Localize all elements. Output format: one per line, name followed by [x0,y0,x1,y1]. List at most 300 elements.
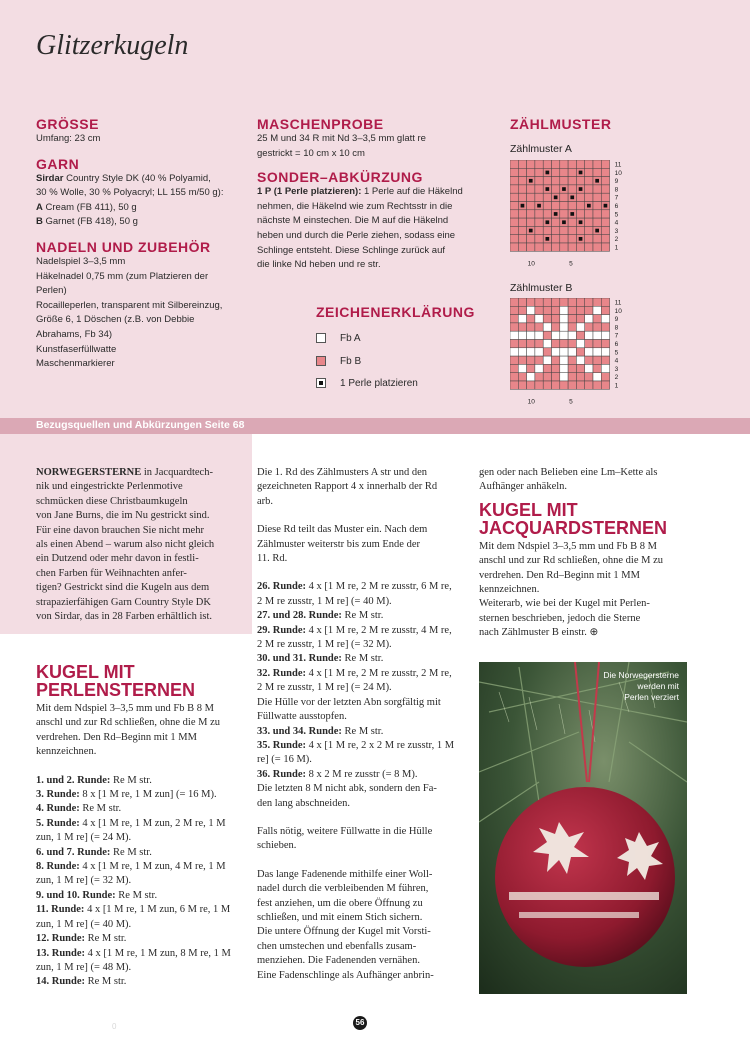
chart-cell [543,193,551,201]
chart-cell [510,315,518,323]
chart-cell [552,160,560,168]
chart-cell [576,381,584,389]
round-text: 2 M re zusstr, 1 M re] (= 24 M). [257,682,392,694]
chart-cell [593,364,601,372]
round-label: 13. Runde: [36,947,86,959]
chart-cell [585,356,593,364]
round-text: Die Hülle vor der letzten Abn sorgfältig mit [257,696,441,708]
chart-cell [510,202,518,210]
round-line [36,889,252,903]
chart-cell [535,218,543,226]
chart-cell [510,243,518,251]
bead-mark [546,220,550,224]
sonder-line1-text: 1 Perle auf die Häkelnd [361,186,463,198]
round-text: 4 x [1 M re, 2 M re zusstr, 2 M re, [306,667,452,679]
round-line [257,696,469,710]
chart-cell [585,298,593,306]
round-line [257,652,469,666]
intro-line0 [36,466,252,480]
chart-cell [527,202,535,210]
round-text: Füllwatte ausstopfen. [257,711,347,723]
round-text: 4 x [1 M re, 1 M zun, 2 M re, 1 M [79,817,226,829]
round-label: 1. und 2. Runde: [36,774,111,786]
chart-cell [568,373,576,381]
caption-line1: Die Norwegersterne [603,670,679,680]
round-text: 4 x [1 M re, 2 x 2 M re zusstr, 1 M [306,739,455,751]
round-line [36,932,252,946]
bead-mark [595,179,599,183]
chart-cell [510,185,518,193]
chart-cell [576,323,584,331]
bead-mark [604,204,608,208]
intro-text [36,466,252,624]
round-line [257,768,469,782]
ornament-photo [479,662,687,994]
chart-cell [527,373,535,381]
chart-cell [543,306,551,314]
chart-cell [510,381,518,389]
round-text: Re M str. [341,725,384,737]
corner-mark: 0 [112,1022,117,1031]
chart-cell [560,235,568,243]
row-number: 5 [614,349,619,357]
garn-line1-text: Country Style DK (40 % Polyamid, [63,172,211,184]
chart-cell [552,340,560,348]
swatch-fb-b [316,356,326,366]
col-label: 5 [569,398,573,406]
chart-cell [510,235,518,243]
chart-cell [552,315,560,323]
text-line: Nadelspiel 3–3,5 mm [36,255,126,267]
row-number: 10 [614,307,622,315]
text-line: von Sirdar, das in 28 Farben erhältlich ist. [36,611,213,623]
text-line: nächste M einstechen. Die M auf die Häkelnd [257,215,449,227]
round-line [36,874,252,888]
bead-mark [587,204,591,208]
row-number: 1 [614,382,619,390]
round-text: 8 x [1 M re, 1 M zun] (= 16 M). [79,789,217,801]
garn-a-text: Cream (FB 411), 50 g [42,201,137,213]
chart-cell [568,315,576,323]
round-label: 6. und 7. Runde: [36,846,111,858]
text-line: kennzeichnen. [36,746,97,758]
chart-cell [560,323,568,331]
chart-cell [585,315,593,323]
text-line: als einen Abend – warum also nicht gleich [36,539,215,551]
chart-cell [518,185,526,193]
text-line: 25 M und 34 R mit Nd 3–3,5 mm glatt re [257,133,426,144]
round-label: 29. Runde: [257,624,307,636]
chart-cell [560,306,568,314]
round-text: zun, 1 M re] (= 40 M). [36,918,132,930]
zeichen-heading: ZEICHENERKLÄRUNG [316,304,475,320]
round-line [257,782,469,796]
round-line [257,624,469,638]
chart-cell [560,177,568,185]
chart-cell [543,226,551,234]
chart-cell [585,168,593,176]
chart-cell [568,323,576,331]
chart-cell [518,348,526,356]
perlen-heading1: KUGEL MIT [36,662,135,682]
chart-cell [535,243,543,251]
chart-cell [601,315,609,323]
garn-heading: GARN [36,155,80,172]
text-line: anschl und zur Rd schließen, ohne die M zu [479,555,663,567]
chart-cell [535,373,543,381]
round-text: 4 x [1 M re, 1 M zun, 6 M re, 1 M [84,904,231,916]
chart-cell [510,298,518,306]
chart-cell [585,193,593,201]
info-bar-text: Bezugsquellen und Abkürzungen Seite 68 [36,419,245,431]
chart-cell [552,218,560,226]
chart-cell [518,226,526,234]
chart-cell [568,235,576,243]
chart-cell [585,381,593,389]
bead-mark [554,212,558,216]
row-number: 11 [614,161,622,169]
round-text: Re M str. [110,774,152,786]
chart-cell [535,356,543,364]
chart-cell [527,315,535,323]
chart-cell [518,381,526,389]
round-line [257,739,469,753]
groesse-heading: GRÖSSE [36,116,99,132]
round-label: 26. Runde: [257,581,307,593]
row-number: 8 [614,186,619,194]
text-line: Eine Fadenschlinge als Aufhänger anbrin- [257,969,434,981]
chart-cell [576,193,584,201]
text-line: fest anziehen, um die obere Öffnung zu [257,897,423,909]
chart-cell [510,348,518,356]
chart-cell [593,243,601,251]
col-label: 10 [527,260,535,268]
swatch-perle [316,378,326,388]
round-text: 2 M re zusstr, 1 M re] (= 40 M). [257,595,392,607]
chart-cell [601,356,609,364]
groesse-text: Umfang: 23 cm [36,133,101,144]
row-number: 6 [614,341,619,348]
col-label: 5 [569,260,573,268]
round-label: 11. Runde: [36,904,85,916]
chart-cell [576,315,584,323]
chart-cell [543,160,551,168]
chart-cell [593,168,601,176]
chart-cell [576,364,584,372]
round-text: Re M str. [110,846,152,858]
round-label: 14. Runde: [36,976,86,988]
chart-cell [585,218,593,226]
row-number: 9 [614,178,619,186]
chart-cell [576,331,584,339]
round-label: 3. Runde: [36,789,80,801]
round-text: re] (= 16 M). [257,754,312,766]
chart-cell [518,177,526,185]
chart-cell [568,185,576,193]
chart-cell [510,177,518,185]
round-label: 32. Runde: [257,667,307,679]
chart-cell [543,323,551,331]
chart-cell [601,177,609,185]
chart-cell [510,356,518,364]
text-line: nik und eingestrickte Perlenmotive [36,481,183,493]
round-line [36,831,252,845]
chart-cell [543,356,551,364]
chart-cell [552,235,560,243]
round-line [36,788,252,802]
text-line: Schlinge entsteht. Diese Schlinge zurück auf [257,244,445,256]
row-number: 1 [614,244,619,252]
chart-cell [552,323,560,331]
text-line: kennzeichnen. [479,584,540,596]
chart-cell [510,226,518,234]
ornament-illustration [479,662,687,994]
text-line: gen oder nach Belieben eine Lm–Kette als [479,467,658,478]
chart-cell [527,340,535,348]
chart-cell [568,364,576,372]
chart-cell [585,323,593,331]
chart-cell [593,306,601,314]
chart-a [510,160,630,270]
row-number: 7 [614,194,619,202]
bead-mark [529,179,533,183]
chart-cell [510,331,518,339]
text-line: nehmen, die Häkelnd wie zum Rechtsstr in die [257,200,453,212]
chart-cell [552,298,560,306]
jacquard-heading1: KUGEL MIT [479,499,578,520]
col3-p1 [479,466,691,495]
chart-cell [543,210,551,218]
round-line [36,903,252,917]
bead-mark [579,187,583,191]
chart-cell [601,226,609,234]
chart-cell [543,381,551,389]
sonder-abbrev: 1 P (1 Perle platzieren): [257,186,362,198]
chart-cell [535,323,543,331]
chart-cell [552,226,560,234]
chart-cell [576,177,584,185]
round-label: 12. Runde: [36,933,86,945]
chart-cell [601,340,609,348]
text-line: Größe 6, 1 Döschen (z.B. von Debbie [36,314,195,326]
bead-mark [521,204,525,208]
chart-cell [518,323,526,331]
chart-cell [560,381,568,389]
chart-cell [552,185,560,193]
garn-b-text: Garnet (FB 418), 50 g [42,216,138,228]
round-text: Die letzten 8 M nicht abk, sondern den Fa- [257,783,437,795]
sonder-heading: SONDER–ABKÜRZUNG [257,169,423,186]
row-number: 2 [614,374,619,382]
text-line: Mit dem Ndspiel 3–3,5 mm und Fb B 8 M [479,540,657,552]
round-line [257,681,469,695]
round-text: Re M str. [85,976,127,988]
chart-cell [527,364,535,372]
round-line [257,710,469,724]
chart-cell [585,340,593,348]
chart-cell [568,381,576,389]
round-label: 35. Runde: [257,739,307,751]
round-line [257,580,469,594]
round-text: zun, 1 M re] (= 24 M). [36,832,132,844]
chart-cell [527,306,535,314]
text-line: nach Zählmuster B einstr. ⊕ [479,627,599,639]
text-line: die linke Nd heben und re str. [257,259,381,271]
chart-cell [593,235,601,243]
round-line [257,753,469,767]
text-line: Diese Rd teilt das Muster ein. Nach dem [257,524,428,536]
bead-mark [554,196,558,200]
row-number: 10 [614,169,622,177]
chart-cell [576,243,584,251]
round-label: 5. Runde: [36,817,80,829]
chart-cell [576,306,584,314]
sonder-text [257,200,472,273]
page-number: 56 [353,1016,367,1030]
bead-mark [570,212,574,216]
text-line: strapazierfähigen Garn Country Style DK [36,596,211,608]
chart-cell [560,168,568,176]
chart-cell [593,331,601,339]
chart-cell [535,298,543,306]
chart-cell [518,298,526,306]
text-line: schließen, und mit einem Stich sichern. [257,911,423,923]
chart-cell [560,298,568,306]
text-line: gezeichneten Rapport 4 x innerhalb der Rd [257,481,438,493]
chart-cell [535,315,543,323]
chart-cell [560,210,568,218]
chart-cell [576,340,584,348]
text-line: 11. Rd. [257,553,288,565]
chart-cell [535,235,543,243]
chart-cell [601,218,609,226]
chart-cell [568,202,576,210]
chart-cell [510,323,518,331]
chart-cell [552,373,560,381]
chart-cell [576,356,584,364]
row-number: 4 [614,357,619,365]
chart-cell [510,218,518,226]
chart-cell [585,177,593,185]
chart-cell [593,218,601,226]
row-number: 7 [614,332,619,340]
chart-cell [568,340,576,348]
materials-column [36,116,246,372]
perlen-intro [36,702,252,760]
round-line [257,595,469,609]
chart-cell [585,348,593,356]
bead-mark [546,171,550,175]
text-line: Die untere Öffnung der Kugel mit Vorsti- [257,926,431,938]
legend-label-a: Fb A [340,333,361,344]
round-line [36,918,252,932]
chart-cell [568,168,576,176]
chart-cell [601,185,609,193]
round-line [257,725,469,739]
chart-cell [535,160,543,168]
text-line: Weiterarb, wie bei der Kugel mit Perlen- [479,598,650,610]
text-line: nadel durch die verbleibenden M führen, [257,883,429,895]
caption-line2: werden mit [637,681,679,691]
chart-cell [543,243,551,251]
chart-cell [527,298,535,306]
text-line: schmücken diese Christbaumkugeln [36,495,188,507]
page-title: Glitzerkugeln [36,30,189,61]
chart-cell [601,160,609,168]
round-text: 8 x 2 M re zusstr (= 8 M). [306,768,418,780]
chart-cell [601,364,609,372]
chart-cell [543,331,551,339]
nadeln-heading: NADELN UND ZUBEHÖR [36,238,211,255]
chart-cell [535,340,543,348]
chart-cell [593,210,601,218]
bead-mark [579,171,583,175]
chart-cell [535,193,543,201]
round-text: 4 x [1 M re, 1 M zun, 8 M re, 1 M [85,947,231,959]
chart-cell [601,381,609,389]
chart-cell [585,306,593,314]
chart-cell [560,373,568,381]
row-number: 3 [614,365,619,373]
chart-cell [535,348,543,356]
bead-mark [546,237,550,241]
round-text: zun, 1 M re] (= 32 M). [36,875,132,887]
round-label: 33. und 34. Runde: [257,725,342,737]
chart-cell [535,210,543,218]
round-line [257,797,469,811]
chart-cell [552,356,560,364]
col2-p3 [257,825,469,854]
chart-cell [543,177,551,185]
round-line [36,860,252,874]
chart-cell [518,364,526,372]
chart-cell [552,364,560,372]
text-line: sternen beschrieben, jedoch die Sterne [479,612,641,624]
round-line [36,774,252,788]
text-line: Das lange Fadenende mithilfe einer Woll- [257,868,433,880]
text-line: Für eine davon brauchen Sie nicht mehr [36,524,204,536]
text-line: chen Farben für Weihnachten anfer- [36,567,187,579]
chart-cell [585,185,593,193]
chart-cell [543,202,551,210]
chart-cell [593,356,601,364]
chart-cell [593,323,601,331]
round-label: 4. Runde: [36,803,80,815]
nadeln-list [36,255,246,372]
chart-cell [593,315,601,323]
round-text: den lang abschneiden. [257,797,351,809]
intro-lead: NORWEGERSTERNE [36,467,142,478]
round-line [257,609,469,623]
chart-cell [568,331,576,339]
chart-cell [527,185,535,193]
row-number: 8 [614,324,619,332]
chart-cell [527,243,535,251]
chart-cell [560,193,568,201]
chart-cell [535,364,543,372]
text-line: ein Dutzend oder mehr davon in festli- [36,553,199,565]
text-line: Falls nötig, weitere Füllwatte in die Hülle [257,825,433,837]
chart-cell [560,243,568,251]
bead-mark [570,196,574,200]
bead-mark [562,220,566,224]
chart-cell [601,298,609,306]
chart-cell [585,364,593,372]
text-line: Mit dem Ndspiel 3–3,5 mm und Fb B 8 M [36,703,214,714]
text-line: Maschenmarkierer [36,358,115,370]
chart-cell [560,331,568,339]
info-bar [0,418,750,434]
